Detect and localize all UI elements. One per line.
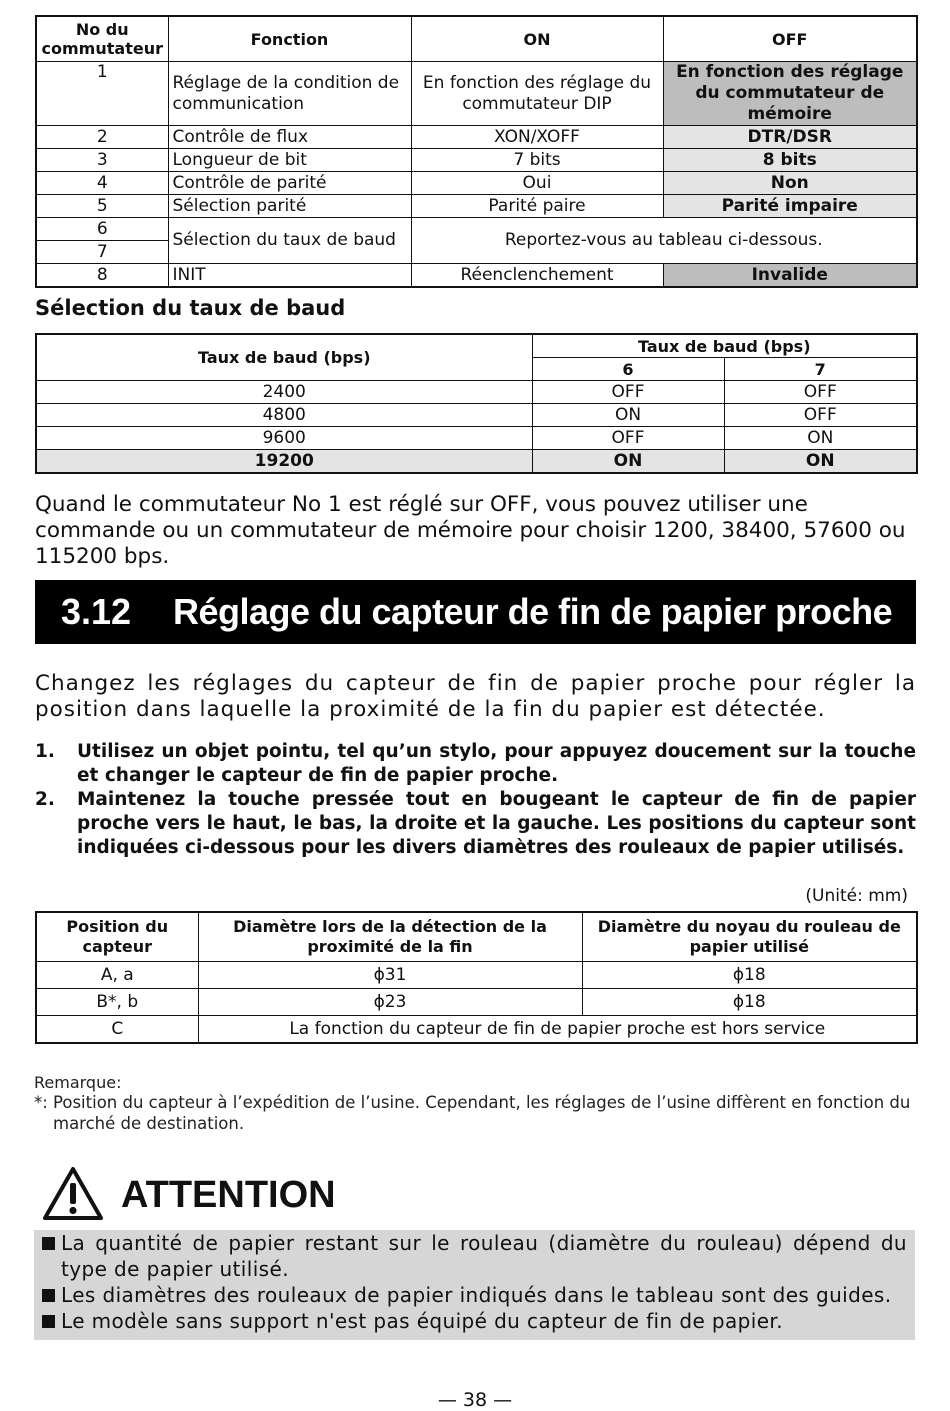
- bullet-square-icon: [42, 1237, 55, 1250]
- header-fonction: Fonction: [168, 16, 411, 62]
- section-title: Réglage du capteur de fin de papier proche: [173, 591, 893, 632]
- cell-off: Invalide: [663, 264, 917, 288]
- cell-off: DTR/DSR: [663, 126, 917, 149]
- table-row: [36, 172, 917, 195]
- step-text: Utilisez un objet pointu, tel qu’un stylo, pour appuyez doucement sur la touche et changer le capteur de fin de papier proche.: [77, 741, 916, 786]
- cell-sw6: OFF: [532, 381, 724, 404]
- cell-fonction: Contrôle de parité: [168, 172, 411, 195]
- cell-fonction: Sélection parité: [168, 195, 411, 218]
- dip-switch-table: [35, 15, 918, 288]
- table-row: [36, 404, 917, 427]
- header-no: No du commutateur: [36, 16, 168, 62]
- cell-no: 7: [36, 241, 168, 264]
- cell-baud: 19200: [36, 450, 532, 474]
- cell-fonction: Réglage de la condition de communication: [168, 62, 411, 126]
- attention-item: [34, 1308, 915, 1334]
- cell-on: Oui: [411, 172, 663, 195]
- cell-no: 3: [36, 149, 168, 172]
- table-row: [36, 218, 917, 241]
- cell-baud: 9600: [36, 427, 532, 450]
- cell-position: B*, b: [36, 989, 198, 1016]
- cell-no: 6: [36, 218, 168, 241]
- cell-on: Réenclenchement: [411, 264, 663, 288]
- header-detection-diameter: Diamètre lors de la détection de la proximité de la fin: [198, 912, 582, 962]
- section-intro: Changez les réglages du capteur de fin de papier proche pour régler la position dans laquelle la proximité de la fin du papier est détectée.: [35, 671, 916, 722]
- cell-no: 4: [36, 172, 168, 195]
- cell-baud: 2400: [36, 381, 532, 404]
- cell-position: A, a: [36, 962, 198, 989]
- cell-merged-note: Reportez-vous au tableau ci-dessous.: [411, 218, 917, 264]
- cell-off: 8 bits: [663, 149, 917, 172]
- header-group: Taux de baud (bps): [532, 334, 917, 358]
- table-row: [36, 264, 917, 288]
- cell-no: 5: [36, 195, 168, 218]
- table-header-row: [36, 16, 917, 62]
- table-row: [36, 962, 917, 989]
- cell-sw6: ON: [532, 404, 724, 427]
- table-row: [36, 427, 917, 450]
- table-row: [36, 1016, 917, 1044]
- cell-position: C: [36, 1016, 198, 1044]
- cell-detection: ϕ23: [198, 989, 582, 1016]
- header-switch-7: 7: [724, 358, 917, 381]
- page-number: — 38 —: [437, 1389, 513, 1411]
- cell-fonction: Longueur de bit: [168, 149, 411, 172]
- warning-triangle-icon: [42, 1166, 104, 1222]
- cell-sw7: ON: [724, 450, 917, 474]
- cell-on: 7 bits: [411, 149, 663, 172]
- table-row: [36, 62, 917, 126]
- table-row: [36, 149, 917, 172]
- step-item: [35, 788, 916, 860]
- table-row-default: [36, 450, 917, 474]
- table-row: [36, 195, 917, 218]
- cell-core: ϕ18: [582, 989, 917, 1016]
- header-on: ON: [411, 16, 663, 62]
- table-header-row: [36, 334, 917, 358]
- attention-item: [34, 1282, 915, 1308]
- bullet-square-icon: [42, 1289, 55, 1302]
- cell-detection: ϕ31: [198, 962, 582, 989]
- cell-no: 2: [36, 126, 168, 149]
- cell-sw7: ON: [724, 427, 917, 450]
- steps-list: [35, 740, 916, 860]
- cell-off: En fonction des réglage du commutateur de mémoire: [663, 62, 917, 126]
- remark-label: Remarque:: [34, 1073, 122, 1092]
- table-row: [36, 381, 917, 404]
- baud-note: Quand le commutateur No 1 est réglé sur OFF, vous pouvez utiliser une commande ou un commutateur de mémoire pour choisir 1200, 38400, 57600 ou 115200 bps.: [35, 492, 906, 569]
- cell-sw6: ON: [532, 450, 724, 474]
- table-header-row: [36, 912, 917, 962]
- attention-item-text: Les diamètres des rouleaux de papier indiqués dans le tableau sont des guides.: [61, 1283, 892, 1307]
- cell-on: XON/XOFF: [411, 126, 663, 149]
- step-item: [35, 740, 916, 788]
- cell-fonction: Sélection du taux de baud: [168, 218, 411, 264]
- cell-sw7: OFF: [724, 404, 917, 427]
- cell-no: 1: [36, 62, 168, 126]
- attention-item: [34, 1230, 915, 1282]
- attention-item-text: La quantité de papier restant sur le rouleau (diamètre du rouleau) dépend du type de papier utilisé.: [61, 1231, 907, 1281]
- unit-label: (Unité: mm): [805, 886, 908, 906]
- header-baud: Taux de baud (bps): [36, 334, 532, 381]
- header-off: OFF: [663, 16, 917, 62]
- footnote-text: Position du capteur à l’expédition de l’usine. Cependant, les réglages de l’usine diffèrent en fonction du marché de destination.: [53, 1093, 911, 1133]
- cell-fonction: Contrôle de flux: [168, 126, 411, 149]
- section-banner: [35, 580, 916, 644]
- header-switch-6: 6: [532, 358, 724, 381]
- baud-section-title: Sélection du taux de baud: [35, 296, 346, 320]
- footnote: [34, 1092, 919, 1134]
- step-number: 2.: [35, 789, 55, 810]
- cell-core: ϕ18: [582, 962, 917, 989]
- section-number: 3.12: [61, 591, 132, 632]
- sensor-position-table: [35, 911, 918, 1044]
- cell-on: Parité paire: [411, 195, 663, 218]
- attention-box: [34, 1230, 915, 1340]
- cell-baud: 4800: [36, 404, 532, 427]
- header-position: Position du capteur: [36, 912, 198, 962]
- cell-on: En fonction des réglage du commutateur DIP: [411, 62, 663, 126]
- attention-title: ATTENTION: [121, 1174, 336, 1216]
- attention-item-text: Le modèle sans support n'est pas équipé du capteur de fin de papier.: [61, 1309, 783, 1333]
- cell-no: 8: [36, 264, 168, 288]
- cell-sw7: OFF: [724, 381, 917, 404]
- bullet-square-icon: [42, 1315, 55, 1328]
- cell-off: Non: [663, 172, 917, 195]
- cell-disabled-note: La fonction du capteur de fin de papier proche est hors service: [198, 1016, 917, 1044]
- cell-sw6: OFF: [532, 427, 724, 450]
- table-row: [36, 989, 917, 1016]
- footnote-mark: *:: [34, 1093, 48, 1112]
- baud-rate-table: [35, 333, 918, 474]
- cell-fonction: INIT: [168, 264, 411, 288]
- table-row: [36, 126, 917, 149]
- cell-off: Parité impaire: [663, 195, 917, 218]
- header-core-diameter: Diamètre du noyau du rouleau de papier utilisé: [582, 912, 917, 962]
- step-number: 1.: [35, 741, 55, 762]
- step-text: Maintenez la touche pressée tout en bougeant le capteur de fin de papier proche vers le haut, le bas, la droite et la gauche. Les positions du capteur sont indiquées ci-dessous pour les divers diamètres des rouleaux de papier utilisés.: [77, 789, 916, 858]
